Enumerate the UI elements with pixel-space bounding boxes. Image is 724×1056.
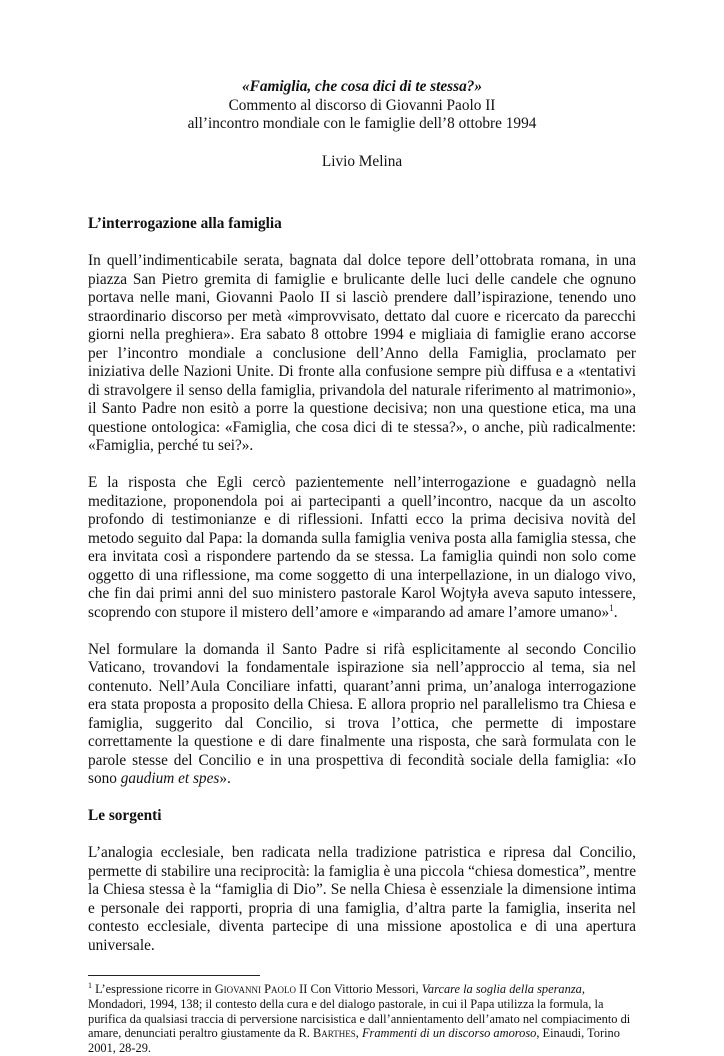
- paragraph: Nel formulare la domanda il Santo Padre si rifà esplicitamente al secondo Concilio Vaticano, trovandovi la fondamentale ispirazione sia nell’approccio al tema, sia nel contenuto. Nell’Aula Conciliare infatti, quarant’anni prima, un’analoga interrogazione era stata proposta a proposito della Chiesa. E allora proprio nel parallelismo tra Chiesa e famiglia, suggerito dal Concilio, si trova l’ottica, che permette di impostare correttamente la questione e di dare finalmente una risposta, che sarà formulata con le parole stesse del Concilio e in una prospettiva di fecondità sociale della famiglia: «Io sono gaudium et spes».: [88, 640, 636, 787]
- section-heading-sorgenti: Le sorgenti: [88, 807, 162, 824]
- footnote: $^1$ L’espressione ricorre in Giovanni Paolo II Con Vittorio Messori, Varcare la soglia della speranza, Mondadori, 1994, 138; il contesto della cura e del dialogo pastorale, in cui il Papa utilizza la formula, la purifica da qualsiasi traccia di perversione narcisistica e dall’annientamento dell’amato nel compiacimento di amare, denunciati peraltro giustamente da R. Barthes, Frammenti di un discorso amoroso, Einaudi, Torino 2001, 28-29.: [88, 980, 631, 1056]
- document-page: [88, 78, 636, 1056]
- section-heading-interrogazione: L’interrogazione alla famiglia: [88, 215, 282, 232]
- footnote-number: 1: [88, 980, 92, 990]
- paragraph-text: E la risposta che Egli cercò pazientemente nell’interrogazione e guadagnò nella meditazione, proponendola poi ai partecipanti a quell’incontro, nacque da un ascolto profondo di testimonianze e di riflessioni. Infatti ecco la prima decisiva novità del metodo seguito dal Papa: la domanda sulla famiglia veniva posta alla famiglia stessa, che era invitata così a rispondere partendo da se stessa. La famiglia quindi non solo come oggetto di una riflessione, ma come soggetto di una interpellazione, in un dialogo vivo, che fin dai primi anni del suo ministero pastorale Karol Wojtyła aveva saputo intessere, scoprendo con stupore il mistero dell’amore e «imparando ad amare l’amore umano»: [88, 474, 636, 621]
- latin-phrase: gaudium et spes: [120, 770, 220, 787]
- paragraph: E la risposta che Egli cercò pazientemente nell’interrogazione e guadagnò nella meditazione, proponendola poi ai partecipanti a quell’incontro, nacque da un ascolto profondo di testimonianze e di riflessioni. Infatti ecco la prima decisiva novità del metodo seguito dal Papa: la domanda sulla famiglia veniva posta alla famiglia stessa, che era invitata così a rispondere partendo da se stessa. La famiglia quindi non solo come oggetto di una riflessione, ma come soggetto di una interpellazione, in un dialogo vivo, che fin dai primi anni del suo ministero pastorale Karol Wojtyła aveva saputo intessere, scoprendo con stupore il mistero dell’amore e «imparando ad amare l’amore umano»$^1$.: [88, 474, 636, 621]
- paragraph: L’analogia ecclesiale, ben radicata nella tradizione patristica e ripresa dal Concilio, permette di stabilire una reciprocità: la famiglia è una piccola “chiesa domestica”, mentre la Chiesa stessa è la “famiglia di Dio”. Se nella Chiesa è essenziale la dimensione intima e personale dei rapporti, propria di una famiglia, d’altra parte la famiglia, inserita nel contesto ecclesiale, diventa partecipe di una missione apostolica e di una apertura universale.: [88, 844, 636, 954]
- document-title: «Famiglia, che cosa dici di te stessa?»: [241, 78, 483, 95]
- footnote-separator: [88, 975, 260, 976]
- paragraph: In quell’indimenticabile serata, bagnata dal dolce tepore dell’ottobrata romana, in una piazza San Pietro gremita di famiglie e brulicante delle luci delle candele che ognuno portava nelle mani, Giovanni Paolo II si lasciò prendere dall’ispirazione, tenendo uno straordinario discorso per metà «improvvisato, dettato dal cuore e ricercato da parecchi giorni nella preghiera». Era sabato 8 ottobre 1994 e migliaia di famiglie erano accorse per l’incontro mondiale a conclusione dell’Anno della Famiglia, proclamato per iniziativa delle Nazioni Unite. Di fronte alla confusione sempre più diffusa e a «tentativi di stravolgere il senso della famiglia, privandola del naturale riferimento al matrimonio», il Santo Padre non esitò a porre la questione decisiva; non una questione etica, ma una questione ontologica: «Famiglia, che cosa dici di te stessa?», o anche, più radicalmente: «Famiglia, perché tu sei?».: [88, 252, 636, 454]
- document-subtitle-line2: all’incontro mondiale con le famiglie dell’8 ottobre 1994: [187, 115, 537, 132]
- author-name: Livio Melina: [321, 152, 403, 170]
- document-subtitle-line1: Commento al discorso di Giovanni Paolo II: [228, 96, 496, 114]
- footnote-ref[interactable]: 1: [609, 602, 614, 613]
